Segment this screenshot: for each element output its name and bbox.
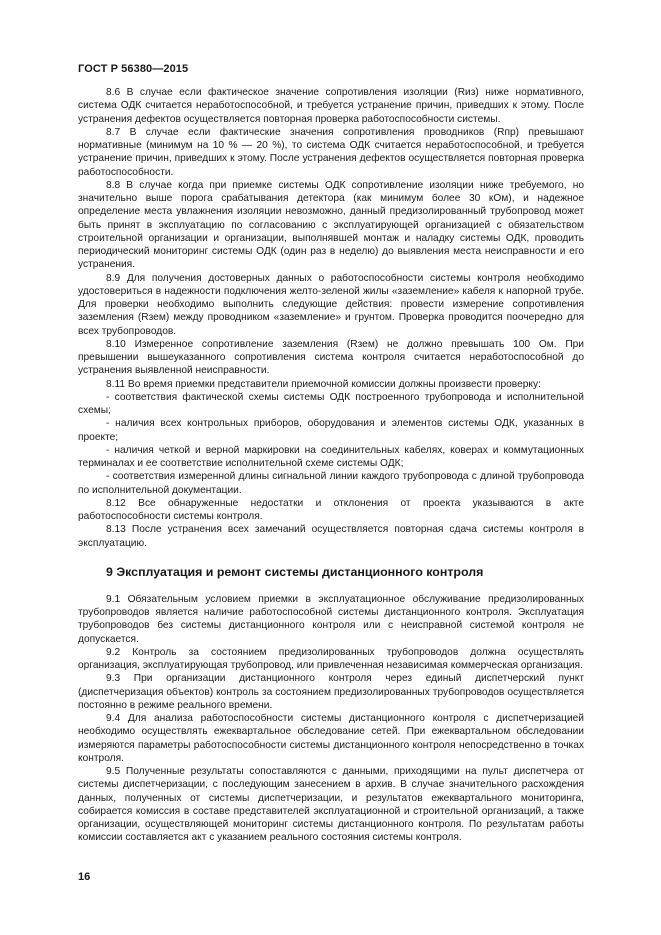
paragraph-8-12: 8.12 Все обнаруженные недостатки и отклонения от проекта указываются в акте работоспособности системы контроля. [78, 497, 584, 522]
paragraph-8-10: 8.10 Измеренное сопротивление заземления (Rзем) не должно превышать 100 Ом. При превышении вышеуказанного сопротивления система контроля считается неработоспособной до устранения выявленной неисправности. [78, 338, 584, 377]
paragraph-8-7: 8.7 В случае если фактические значения сопротивления проводников (Rпр) превышают нормативные (минимум на 10 % — 20 %), то система ОДК считается неработоспособной, и требуется устранение причин, приведших к этому. После устранения дефектов осуществляется повторная проверка работоспособности. [78, 126, 584, 178]
list-item: - соответствия измеренной длины сигнальной линии каждого трубопровода с длиной трубопровода по исполнительной документации. [78, 471, 584, 496]
paragraph-9-4: 9.4 Для анализа работоспособности системы дистанционного контроля с диспетчеризацией необходимо осуществлять ежеквартальное обследование сетей. При ежеквартальном обследовании измеряются параметры работоспособности системы дистанционного контроля непосредственно в точках контроля. [78, 713, 584, 764]
list-item: - наличия всех контрольных приборов, оборудования и элементов системы ОДК, указанных в проекте; [78, 418, 584, 443]
paragraph-9-1: 9.1 Обязательным условием приемки в эксплуатационное обслуживание предизолированных трубопроводов является наличие работоспособной системы дистанционного контроля. Эксплуатация трубопроводов без системы дистанционного контроля или с неисправной системой контроля не допускается. [78, 593, 584, 645]
list-item: - соответствия фактической схемы системы ОДК построенного трубопровода и исполнительной схемы; [78, 391, 584, 416]
paragraph-8-8: 8.8 В случае когда при приемке системы ОДК сопротивление изоляции ниже требуемого, но значительно выше порога срабатывания детектора (как минимум более 30 кОм), и надежное определение места увлажнения изоляции невозможно, данный предизолированный трубопровод может быть принят в эксплуатацию по согласованию с эксплуатирующей организацией с обязательством строительной организации и организации, выполнявшей монтаж и наладку системы ОДК, проводить периодический мониторинг системы ОДК (один раз в неделю) до выявления места неисправности и его устранения. [78, 179, 584, 271]
page-content [78, 86, 584, 845]
paragraph-9-3: 9.3 При организации дистанционного контроля через единый диспетчерский пункт (диспетчеризация объектов) контроль за состоянием предизолированных трубопроводов осуществляется постоянно в режиме реального времени. [78, 673, 584, 711]
standard-header: ГОСТ Р 56380—2015 [78, 63, 189, 75]
paragraph-9-2: 9.2 Контроль за состоянием предизолированных трубопроводов должна осуществлять организация, эксплуатирующая трубопровод, или привлеченная независимая коммерческая организация. [78, 646, 584, 671]
paragraph-8-13: 8.13 После устранения всех замечаний осуществляется повторная сдача системы контроля в эксплуатацию. [78, 524, 584, 549]
paragraph-8-9: 8.9 Для получения достоверных данных о работоспособности системы контроля необходимо удостовериться в надежности подключения желто-зеленой жилы «заземление» кабеля к напорной трубе. Для проверки необходимо выполнить следующие действия: провести измерение сопротивления заземления (Rзем) между проводником «заземление» и грунтом. Проверка проводится поочередно для всех трубопроводов. [78, 272, 584, 337]
page-number: 16 [78, 871, 91, 883]
paragraph-8-11: 8.11 Во время приемки представители приемочной комиссии должны произвести проверку: [106, 378, 541, 390]
section-9-title: 9 Эксплуатация и ремонт системы дистанционного контроля [106, 564, 484, 579]
list-item: - наличия четкой и верной маркировки на соединительных кабелях, коверах и коммутационных терминалах и ее соответствие исполнительной схеме системы ОДК; [78, 444, 584, 469]
paragraph-9-5: 9.5 Полученные результаты сопоставляются с данными, приходящими на пульт диспетчера от системы диспетчеризации, с последующим занесением в архив. В случае значительного расхождения данных, полученных от системы диспетчеризации, и результатов ежеквартального мониторинга, собирается комиссия в составе представителей эксплуатационной и строительной организаций, а также организации, осуществляющей мониторинг системы дистанционного контроля. По результатам работы комиссии составляется акт с указанием реального состояния системы контроля. [78, 766, 584, 844]
paragraph-8-6: 8.6 В случае если фактическое значение сопротивления изоляции (Rиз) ниже нормативного, система ОДК считается неработоспособной, и требуется устранение причин, приведших к этому. После устранения дефектов осуществляется повторная проверка работоспособности системы. [78, 87, 584, 125]
